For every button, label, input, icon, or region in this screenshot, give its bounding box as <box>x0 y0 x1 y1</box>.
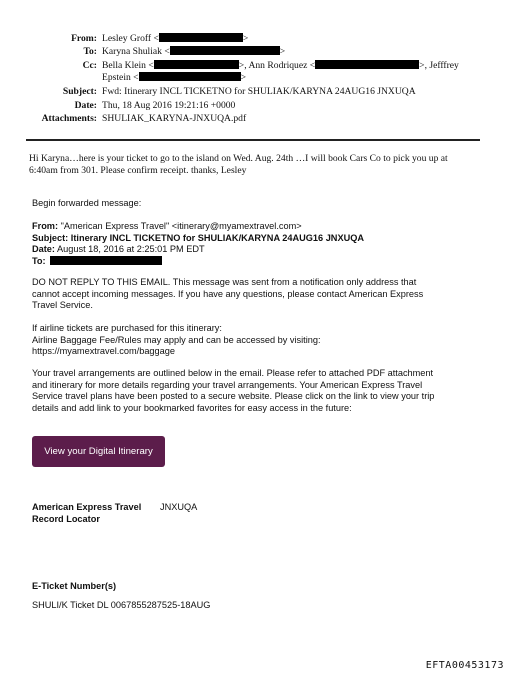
redaction-box <box>154 60 239 69</box>
arrangements-line: Your travel arrangements are outlined below in the email. Please refer to attached PDF attachment <box>32 368 434 378</box>
arrangements-line: details and add link to your bookmarked favorites for easy access in the future: <box>32 402 352 413</box>
fwd-to-label: To: <box>32 255 46 266</box>
redaction-box <box>170 46 280 55</box>
fwd-date-row <box>32 244 482 256</box>
to-label: To: <box>83 46 97 57</box>
forwarded-header <box>32 221 482 267</box>
redaction-box <box>139 72 241 81</box>
forward-note: Begin forwarded message: <box>32 198 142 208</box>
eticket-label: E-Ticket Number(s) <box>32 581 117 591</box>
from-label: From: <box>71 33 97 44</box>
cc-tail: > <box>240 72 247 83</box>
record-locator-value: JNXUQA <box>160 502 198 512</box>
header-divider <box>26 139 480 141</box>
subject-value: Fwd: Itinerary INCL TICKETNO for SHULIAK/KARYNA 24AUG16 JNXUQA <box>102 86 416 97</box>
from-tail: > <box>242 33 249 44</box>
baggage-info <box>32 323 482 358</box>
cc-label: Cc: <box>82 60 97 71</box>
from-value: Lesley Groff < <box>102 33 159 44</box>
date-value: Thu, 18 Aug 2016 19:21:16 +0000 <box>102 100 236 111</box>
record-locator-label-line: Record Locator <box>32 513 100 524</box>
baggage-link[interactable]: https://myamextravel.com/baggage <box>32 346 175 357</box>
baggage-line: If airline tickets are purchased for this itinerary: <box>32 323 222 333</box>
view-digital-itinerary-button[interactable]: View your Digital Itinerary <box>32 436 165 467</box>
cc-value-1: Bella Klein < <box>102 60 154 71</box>
cc-value-2: >, Ann Rodriquez < <box>238 60 316 71</box>
redaction-box <box>50 256 162 265</box>
document-id: EFTA00453173 <box>425 660 504 671</box>
redaction-box <box>159 33 243 42</box>
record-locator-label <box>32 502 162 525</box>
cc-value-3: >, Jefffrey <box>419 60 459 71</box>
intro-line: 6:40am from 301. Please confirm receipt. thanks, Lesley <box>29 165 247 177</box>
fwd-from-row <box>32 221 482 233</box>
attachments-value[interactable]: SHULIAK_KARYNA-JNXUQA.pdf <box>102 113 247 124</box>
attachments-label: Attachments: <box>41 113 97 124</box>
to-value: Karyna Shuliak < <box>102 46 170 57</box>
fwd-from-value: "American Express Travel" <itinerary@myamextravel.com> <box>60 221 302 231</box>
fwd-from-label: From: <box>32 221 59 231</box>
to-tail: > <box>279 46 286 57</box>
cc-value-4: Epstein < <box>102 72 139 83</box>
redaction-box <box>315 60 419 69</box>
baggage-line: Airline Baggage Fee/Rules may apply and can be accessed by visiting: <box>32 334 321 345</box>
record-locator-label-line: American Express Travel <box>32 502 142 512</box>
no-reply-notice <box>32 277 482 312</box>
fwd-date-label: Date: <box>32 244 55 255</box>
arrangements-line: and itinerary for more details regarding your travel arrangements. Your American Express Travel <box>32 379 423 390</box>
arrangements-paragraph <box>32 368 482 414</box>
notice-line: DO NOT REPLY TO THIS EMAIL. This message was sent from a notification only address that <box>32 277 417 287</box>
fwd-date-value: August 18, 2016 at 2:25:01 PM EDT <box>57 244 205 255</box>
notice-line: Travel Service. <box>32 300 93 311</box>
arrangements-line: Service travel plans have been posted to a secure website. Please click on the link to view your trip <box>32 391 435 402</box>
fwd-to-row <box>32 256 482 268</box>
fwd-subject: Subject: Itinerary INCL TICKETNO for SHULIAK/KARYNA 24AUG16 JNXUQA <box>32 232 364 243</box>
notice-line: cannot accept incoming messages. If you have any questions, please contact American Express <box>32 288 424 299</box>
eticket-value: SHULI/K Ticket DL 0067855287525-18AUG <box>32 600 211 610</box>
subject-label: Subject: <box>62 86 97 97</box>
intro-message <box>29 153 499 178</box>
intro-line: Hi Karyna…here is your ticket to go to the island on Wed. Aug. 24th …I will book Cars Co to pick you up at <box>29 153 448 164</box>
date-label: Date: <box>74 100 97 111</box>
